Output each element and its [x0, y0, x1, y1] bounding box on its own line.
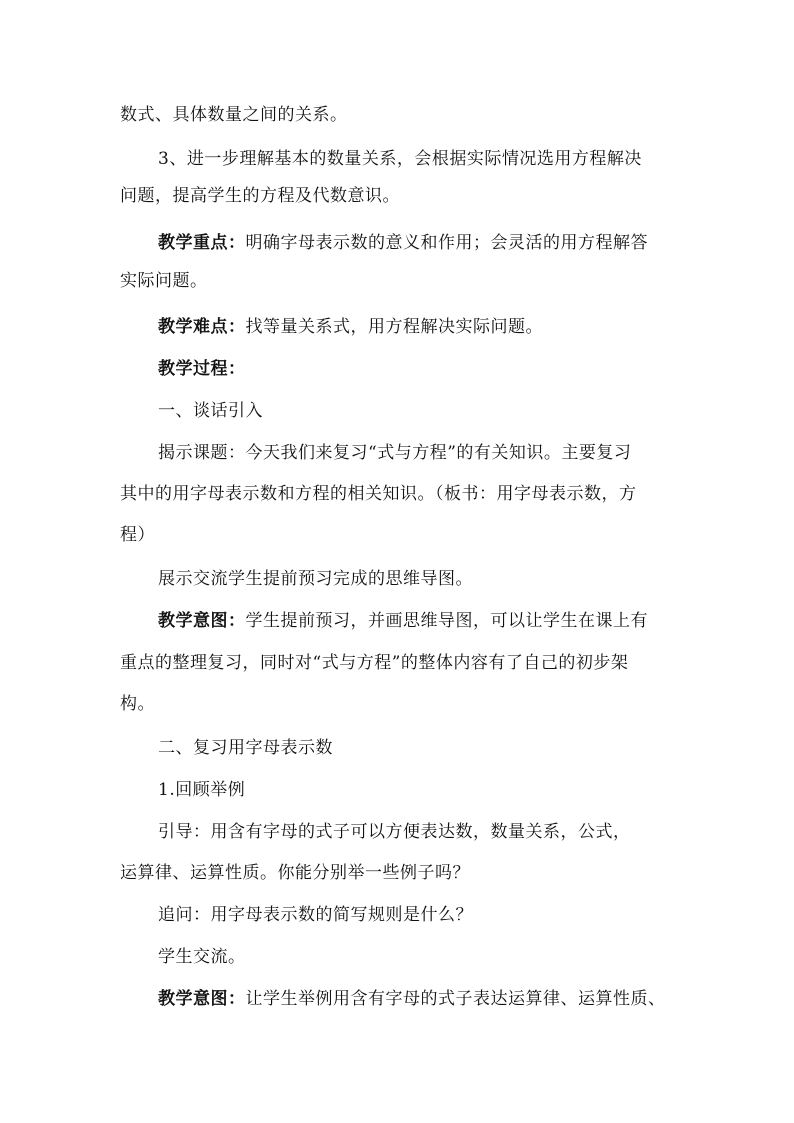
- text-line: 学生交流。: [158, 947, 246, 967]
- intent-label: 教学意图：: [158, 989, 246, 1009]
- text-line: 3、进一步理解基本的数量关系，会根据实际情况选用方程解决: [158, 149, 642, 169]
- section-heading-review: 二、复习用字母表示数: [158, 738, 333, 758]
- text-line: 实际问题。: [120, 271, 208, 291]
- intent-text: 让学生举例用含有字母的式子表达运算律、运算性质、: [245, 989, 666, 1009]
- intent-text: 学生提前预习，并画思维导图，可以让学生在课上有: [245, 611, 648, 631]
- key-point-line: [158, 232, 648, 254]
- subheading-review-examples: 1.回顾举例: [158, 780, 246, 800]
- text-line: 揭示课题：今天我们来复习“式与方程”的有关知识。主要复习: [158, 443, 632, 463]
- text-line: 程）: [120, 525, 155, 545]
- intent-label: 教学意图：: [158, 611, 246, 631]
- intent-line: [158, 610, 648, 632]
- text-line: 运算律、运算性质。你能分别举一些例子吗？: [120, 863, 470, 883]
- text-line: 引导：用含有字母的式子可以方便表达数，数量关系，公式，: [158, 822, 631, 842]
- intent-line: [158, 988, 666, 1010]
- text-line: 追问：用字母表示数的简写规则是什么？: [158, 905, 473, 925]
- text-line: 展示交流学生提前预习完成的思维导图。: [158, 569, 473, 589]
- text-line: 构。: [120, 694, 155, 714]
- section-heading-intro: 一、谈话引入: [158, 401, 263, 421]
- key-point-label: 教学重点：: [158, 233, 246, 253]
- text-line: 其中的用字母表示数和方程的相关知识。（板书：用字母表示数，方: [120, 484, 637, 504]
- difficult-point-text: 找等量关系式，用方程解决实际问题。: [245, 317, 543, 337]
- difficult-point-line: [158, 316, 543, 338]
- section-heading-teaching-process: 教学过程：: [158, 359, 246, 379]
- text-line: 数式、具体数量之间的关系。: [120, 105, 348, 125]
- difficult-point-label: 教学难点：: [158, 317, 246, 337]
- text-line: 重点的整理复习，同时对“式与方程”的整体内容有了自己的初步架: [120, 653, 629, 673]
- text-line: 问题，提高学生的方程及代数意识。: [120, 186, 400, 206]
- key-point-text: 明确字母表示数的意义和作用；会灵活的用方程解答: [245, 233, 648, 253]
